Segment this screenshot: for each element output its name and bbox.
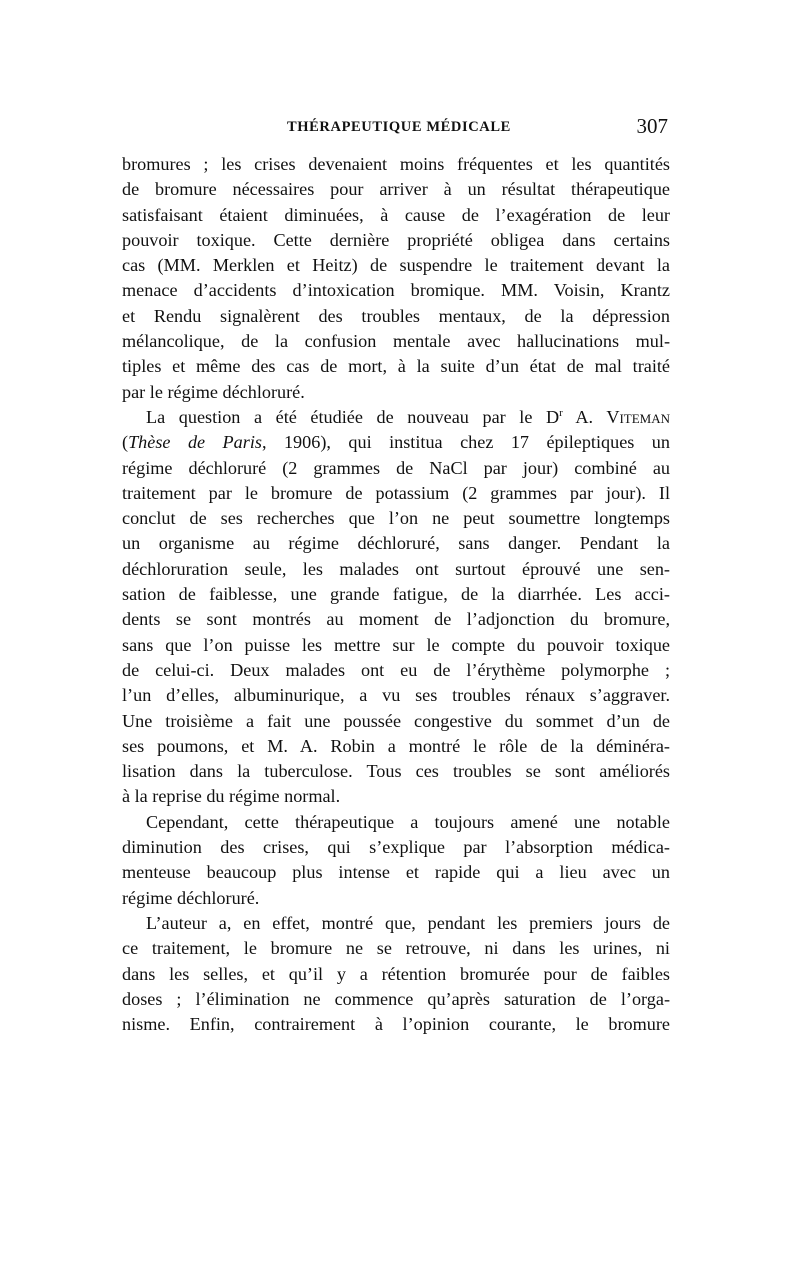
- text-line: nisme. Enfin, contrairement à l’opinion courante, le bromure: [122, 1014, 670, 1035]
- text-line: lisation dans la tuberculose. Tous ces troubles se sont améliorés: [122, 761, 670, 782]
- page-header: [122, 114, 670, 144]
- text-line: satisfaisant étaient diminuées, à cause de l’exagération de leur: [122, 204, 670, 225]
- text-line: ses poumons, et M. A. Robin a montré le rôle de la déminéra-: [122, 735, 670, 756]
- text-line: déchloruration seule, les malades ont surtout éprouvé une sen-: [122, 558, 670, 579]
- text-line: ce traitement, le bromure ne se retrouve, ni dans les urines, ni: [122, 938, 670, 959]
- text-line: tiples et même des cas de mort, à la suite d’un état de mal traité: [122, 356, 670, 377]
- text-line: à la reprise du régime normal.: [122, 786, 341, 807]
- text-line: Une troisième a fait une poussée congestive du sommet d’un de: [122, 710, 670, 731]
- running-head: THÉRAPEUTIQUE MÉDICALE: [287, 119, 511, 135]
- author-name: A. Viteman: [562, 406, 670, 427]
- text-line: mélancolique, de la confusion mentale avec hallucinations mul-: [122, 331, 670, 352]
- text-line: menace d’accidents d’intoxication bromique. MM. Voisin, Krantz: [122, 280, 670, 301]
- text-line: conclut de ses recherches que l’on ne peut soumettre longtemps: [122, 508, 670, 529]
- text-line: Cependant, cette thérapeutique a toujours amené une notable: [146, 811, 670, 832]
- text-fragment: La question a été étudiée de nouveau par le D: [146, 406, 560, 427]
- text-line: (Thèse de Paris, 1906), qui institua chez 17 épileptiques un: [122, 432, 670, 453]
- text-line: de celui-ci. Deux malades ont eu de l’érythème polymorphe ;: [122, 659, 670, 680]
- superscript: r: [559, 406, 563, 419]
- text-line: pouvoir toxique. Cette dernière propriété obligea dans certains: [122, 229, 670, 250]
- text-line: dents se sont montrés au moment de l’adjonction du bromure,: [122, 609, 670, 630]
- text-line: L’auteur a, en effet, montré que, pendant les premiers jours de: [146, 912, 670, 933]
- text-line: bromures ; les crises devenaient moins fréquentes et les quantités: [122, 154, 670, 174]
- text-line: dans les selles, et qu’il y a rétention bromurée pour de faibles: [122, 963, 670, 984]
- text-line: l’un d’elles, albuminurique, a vu ses troubles rénaux s’aggraver.: [122, 685, 670, 706]
- text-line: par le régime déchloruré.: [122, 381, 305, 402]
- text-line: cas (MM. Merklen et Heitz) de suspendre le traitement devant la: [122, 255, 670, 276]
- text-line: de bromure nécessaires pour arriver à un résultat thérapeutique: [122, 179, 670, 200]
- text-line: et Rendu signalèrent des troubles mentaux, de la dépression: [122, 305, 670, 326]
- text-line: doses ; l’élimination ne commence qu’après saturation de l’orga-: [122, 988, 670, 1009]
- text-line: régime déchloruré (2 grammes de NaCl par jour) combiné au: [122, 457, 670, 478]
- body-text: [122, 152, 670, 1037]
- text-line: [122, 405, 670, 430]
- text-line: sans que l’on puisse les mettre sur le compte du pouvoir toxique: [122, 634, 670, 655]
- text-line: un organisme au régime déchloruré, sans danger. Pendant la: [122, 533, 670, 554]
- text-line: régime déchloruré.: [122, 887, 260, 908]
- page-number: 307: [636, 114, 668, 138]
- text-line: diminution des crises, qui s’explique par l’absorption médica-: [122, 837, 670, 858]
- text-line: sation de faiblesse, une grande fatigue, de la diarrhée. Les acci-: [122, 584, 670, 605]
- text-line: menteuse beaucoup plus intense et rapide qui a lieu avec un: [122, 862, 670, 883]
- text-line: traitement par le bromure de potassium (2 grammes par jour). Il: [122, 482, 670, 503]
- citation-title: Thèse de Paris: [128, 432, 262, 453]
